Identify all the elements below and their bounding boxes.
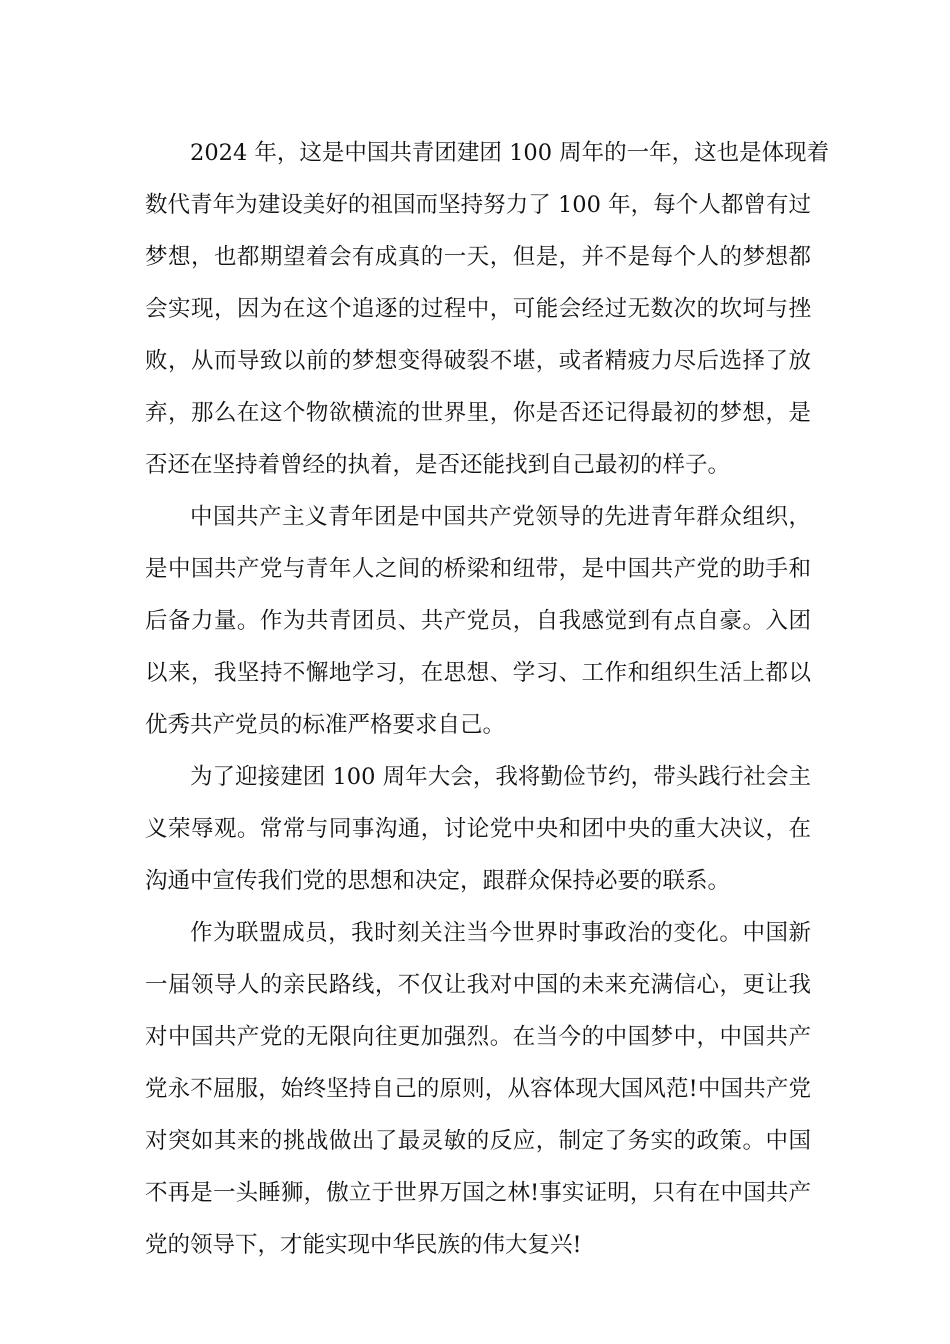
text-line: 2024 年，这是中国共青团建团 100 周年的一年，这也是体现着 [190, 140, 830, 166]
text-line: 是中国共产党与青年人之间的桥梁和纽带，是中国共产党的助手和 [145, 556, 811, 582]
text-line: 梦想，也都期望着会有成真的一天，但是，并不是每个人的梦想都 [145, 244, 811, 270]
text-line: 优秀共产党员的标准严格要求自己。 [145, 712, 506, 738]
text-line: 不再是一头睡狮，傲立于世界万国之林!事实证明，只有在中国共产 [145, 1180, 811, 1206]
text-line: 作为联盟成员，我时刻关注当今世界时事政治的变化。中国新 [190, 920, 811, 946]
text-line: 中国共产主义青年团是中国共产党领导的先进青年群众组织， [190, 504, 811, 530]
text-line: 会实现，因为在这个追逐的过程中，可能会经过无数次的坎坷与挫 [145, 296, 811, 322]
text-line: 否还在坚持着曾经的执着，是否还能找到自己最初的样子。 [145, 452, 731, 478]
text-line: 为了迎接建团 100 周年大会，我将勤俭节约，带头践行社会主 [190, 764, 811, 790]
paragraph-4 [145, 907, 811, 1271]
text-line: 以来，我坚持不懈地学习，在思想、学习、工作和组织生活上都以 [145, 660, 811, 686]
text-line: 败，从而导致以前的梦想变得破裂不堪，或者精疲力尽后选择了放 [145, 348, 811, 374]
text-line: 一届领导人的亲民路线，不仅让我对中国的未来充满信心，更让我 [145, 972, 811, 998]
text-line: 弃，那么在这个物欲横流的世界里，你是否还记得最初的梦想，是 [145, 400, 811, 426]
paragraph-3 [145, 751, 811, 907]
text-line: 义荣辱观。常常与同事沟通，讨论党中央和团中央的重大决议，在 [145, 816, 811, 842]
text-line: 对中国共产党的无限向往更加强烈。在当今的中国梦中，中国共产 [145, 1024, 811, 1050]
paragraph-2 [145, 491, 811, 751]
text-line: 后备力量。作为共青团员、共产党员，自我感觉到有点自豪。入团 [145, 608, 811, 634]
paragraph-1 [145, 127, 830, 491]
text-line: 数代青年为建设美好的祖国而坚持努力了 100 年，每个人都曾有过 [145, 192, 811, 218]
document-body [145, 127, 830, 1271]
text-line: 沟通中宣传我们党的思想和决定，跟群众保持必要的联系。 [145, 868, 731, 894]
text-line: 党永不屈服，始终坚持自己的原则，从容体现大国风范!中国共产党 [145, 1076, 811, 1102]
text-line: 对突如其来的挑战做出了最灵敏的反应，制定了务实的政策。中国 [145, 1128, 811, 1154]
text-line: 党的领导下，才能实现中华民族的伟大复兴! [145, 1232, 582, 1258]
